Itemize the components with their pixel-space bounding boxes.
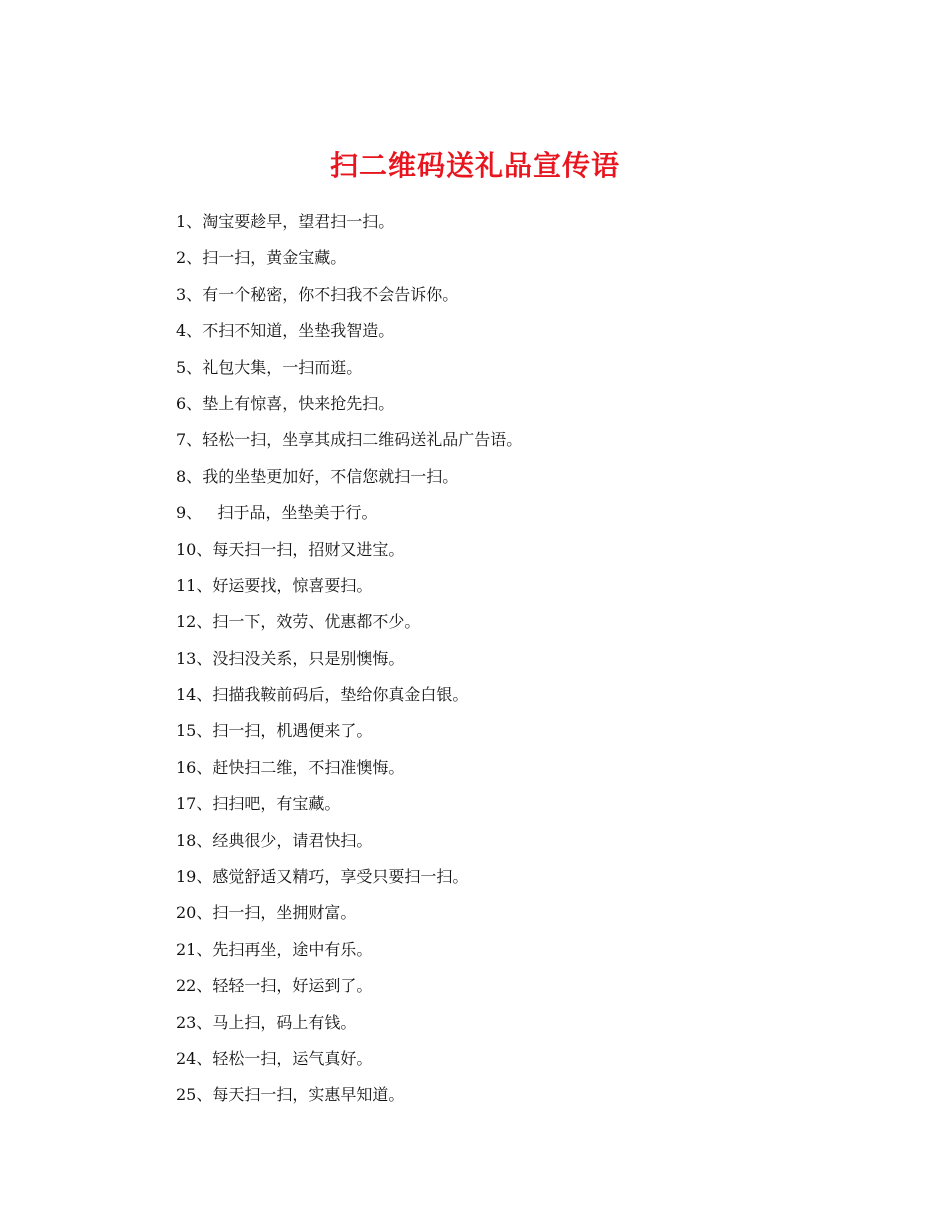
item-text: 扫于品，坐垫美于行。	[202, 503, 378, 523]
slogan-item-8	[176, 459, 876, 495]
item-number: 23、	[176, 1012, 213, 1032]
item-text: 扫一下，效劳、优惠都不少。	[212, 612, 421, 632]
item-number: 21、	[176, 939, 213, 959]
item-number: 5、	[176, 357, 203, 377]
item-number: 7、	[176, 430, 203, 450]
slogan-item-3	[176, 277, 876, 313]
item-text: 轻松一扫，坐享其成扫二维码送礼品广告语。	[202, 430, 523, 450]
slogan-item-2	[176, 240, 876, 276]
item-text: 扫一扫，黄金宝藏。	[202, 248, 347, 268]
slogan-item-24	[176, 1041, 876, 1077]
item-number: 16、	[176, 757, 213, 777]
item-number: 20、	[176, 903, 213, 923]
slogan-item-17	[176, 786, 876, 822]
slogan-item-12	[176, 604, 876, 640]
item-number: 1、	[176, 212, 203, 231]
item-text: 感觉舒适又精巧，享受只要扫一扫。	[212, 867, 469, 887]
slogan-item-23	[176, 1005, 876, 1041]
item-text: 我的坐垫更加好，不信您就扫一扫。	[202, 466, 459, 486]
item-number: 24、	[176, 1048, 213, 1068]
item-number: 25、	[176, 1085, 213, 1105]
slogan-item-1	[176, 204, 876, 240]
item-number: 11、	[176, 575, 213, 595]
slogan-item-13	[176, 641, 876, 677]
slogan-list	[176, 204, 876, 1114]
item-number: 8、	[176, 466, 203, 486]
item-text: 没扫没关系，只是别懊悔。	[212, 648, 405, 668]
item-text: 经典很少，请君快扫。	[212, 830, 373, 850]
item-number: 2、	[176, 248, 203, 268]
item-number: 17、	[176, 794, 213, 814]
item-number: 13、	[176, 648, 213, 668]
item-text: 淘宝要趁早，望君扫一扫。	[202, 212, 395, 231]
slogan-item-7	[176, 422, 876, 458]
slogan-item-11	[176, 568, 876, 604]
item-text: 礼包大集，一扫而逛。	[202, 357, 363, 377]
item-number: 3、	[176, 284, 203, 304]
item-number: 6、	[176, 393, 203, 413]
slogan-item-22	[176, 968, 876, 1004]
item-number: 19、	[176, 867, 213, 887]
slogan-item-20	[176, 895, 876, 931]
item-text: 扫扫吧，有宝藏。	[212, 794, 341, 814]
item-number: 14、	[176, 685, 213, 705]
document-title: 扫二维码送礼品宣传语	[329, 148, 620, 182]
item-text: 好运要找，惊喜要扫。	[212, 575, 373, 595]
item-text: 不扫不知道，坐垫我智造。	[202, 321, 395, 341]
item-text: 扫一扫，坐拥财富。	[212, 903, 357, 923]
item-text: 轻轻一扫，好运到了。	[212, 976, 373, 996]
slogan-item-5	[176, 350, 876, 386]
item-text: 赶快扫二维，不扫准懊悔。	[212, 757, 405, 777]
item-text: 有一个秘密，你不扫我不会告诉你。	[202, 284, 459, 304]
slogan-item-6	[176, 386, 876, 422]
slogan-item-25	[176, 1077, 876, 1113]
item-number: 18、	[176, 830, 213, 850]
slogan-item-9	[176, 495, 876, 531]
slogan-item-19	[176, 859, 876, 895]
item-text: 轻松一扫，运气真好。	[212, 1048, 373, 1068]
item-text: 每天扫一扫，招财又进宝。	[212, 539, 405, 559]
item-number: 4、	[176, 321, 203, 341]
item-number: 9、	[176, 503, 203, 523]
slogan-item-15	[176, 713, 876, 749]
item-text: 垫上有惊喜，快来抢先扫。	[202, 393, 395, 413]
slogan-item-16	[176, 750, 876, 786]
item-text: 每天扫一扫，实惠早知道。	[212, 1085, 405, 1105]
slogan-item-10	[176, 532, 876, 568]
slogan-item-18	[176, 823, 876, 859]
item-text: 先扫再坐，途中有乐。	[212, 939, 373, 959]
slogan-item-4	[176, 313, 876, 349]
item-number: 15、	[176, 721, 213, 741]
slogan-item-21	[176, 932, 876, 968]
item-number: 22、	[176, 976, 213, 996]
item-number: 12、	[176, 612, 213, 632]
item-number: 10、	[176, 539, 213, 559]
item-text: 扫一扫，机遇便来了。	[212, 721, 373, 741]
item-text: 扫描我鞍前码后，垫给你真金白银。	[212, 685, 469, 705]
item-text: 马上扫，码上有钱。	[212, 1012, 357, 1032]
slogan-item-14	[176, 677, 876, 713]
